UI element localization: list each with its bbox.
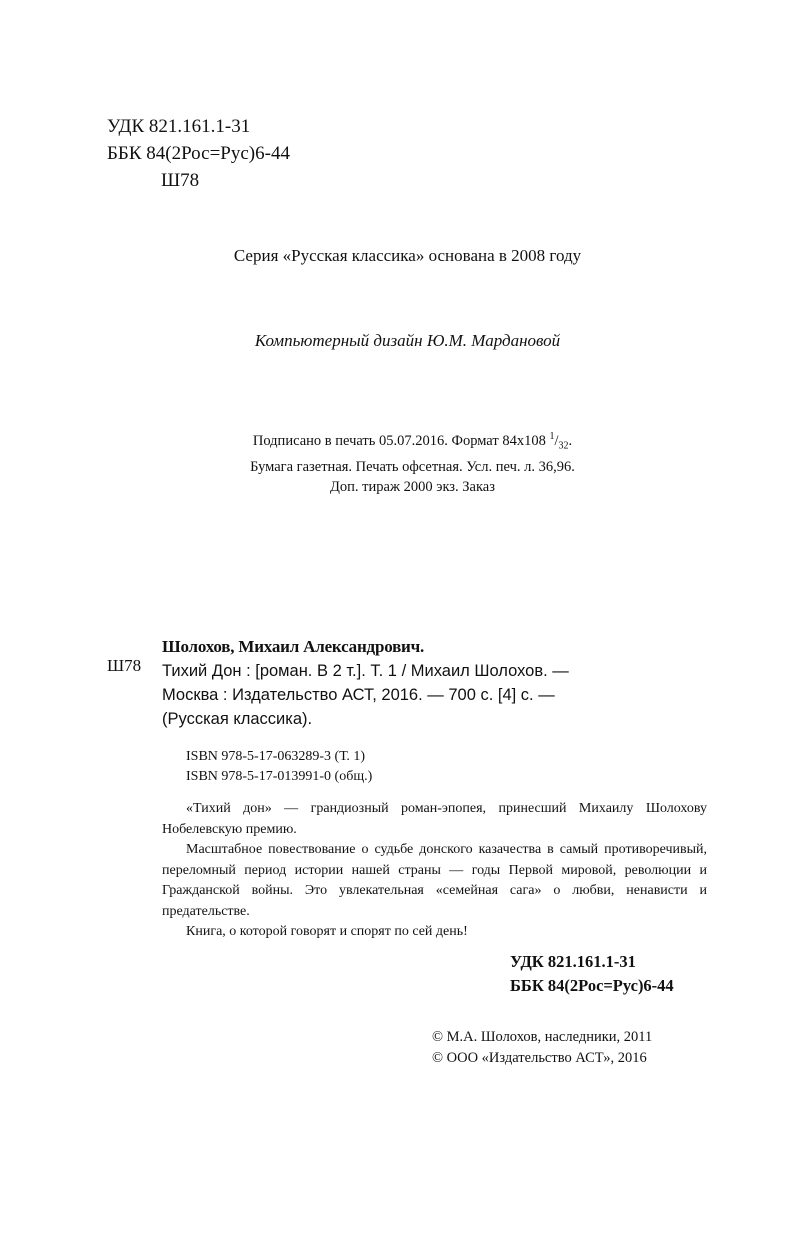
design-credit: Компьютерный дизайн Ю.М. Мардановой — [254, 331, 561, 350]
print-info-line-2: Бумага газетная. Печать офсетная. Усл. печ. л. 36,96. — [250, 458, 575, 475]
print-info-line-1-text: Подписано в печать 05.07.2016. Формат 84x108 — [252, 432, 550, 449]
annotation — [162, 799, 707, 943]
bbk-code: ББК 84(2Рос=Рус)6-44 — [107, 143, 290, 164]
bottom-udk-code: УДК 821.161.1-31 — [510, 952, 636, 971]
copyright-line-1: © М.А. Шолохов, наследники, 2011 — [432, 1029, 653, 1045]
isbn-block — [186, 747, 372, 787]
series-line: Серия «Русская классика» основана в 2008 году — [233, 246, 582, 265]
format-fraction-denominator: 32 — [558, 440, 569, 452]
isbn-line-2: ISBN 978-5-17-013991-0 (общ.) — [186, 769, 373, 784]
isbn-line-1: ISBN 978-5-17-063289-3 (Т. 1) — [186, 749, 366, 764]
copyright-line-2: © ООО «Издательство АСТ», 2016 — [432, 1050, 647, 1066]
annotation-paragraph-2: Масштабное повествование о судьбе донского казачества в самый противоречивый, переломный период истории нашей страны — годы Первой мировой, революции и Гражданской войны. Это увлекательная «семейная сага» о любви, ненависти и предательстве. — [162, 842, 707, 919]
entry-author-mark: Ш78 — [107, 656, 142, 675]
entry-author: Шолохов, Михаил Александрович. — [162, 637, 425, 656]
print-info-line-3: Доп. тираж 2000 экз. Заказ — [330, 478, 495, 495]
annotation-paragraph-3: Книга, о которой говорят и спорят по сей день! — [186, 924, 468, 939]
bibliographic-entry — [162, 635, 707, 731]
format-fraction-numerator: 1 — [549, 431, 555, 442]
author-mark: Ш78 — [161, 170, 200, 191]
print-info-line-1: Подписано в печать 05.07.2016. Формат 84x108 $^1/_{32}$. — [252, 431, 573, 452]
entry-title-line-2: Москва : Издательство АСТ, 2016. — 700 с. [4] с. — — [162, 686, 555, 704]
print-info — [0, 427, 785, 497]
udk-code: УДК 821.161.1-31 — [107, 116, 251, 137]
print-info-line-1-tail: . — [568, 432, 573, 449]
bottom-classification-codes — [510, 950, 674, 998]
entry-title-line-3: (Русская классика). — [162, 710, 313, 728]
top-classification-codes — [107, 113, 290, 194]
copyright-block — [432, 1027, 652, 1069]
bottom-bbk-code: ББК 84(2Рос=Рус)6-44 — [510, 976, 674, 995]
annotation-paragraph-1: «Тихий дон» — грандиозный роман-эпопея, принесший Михаилу Шолохову Нобелевскую премию. — [162, 801, 707, 837]
entry-title-line-1: Тихий Дон : [роман. В 2 т.]. Т. 1 / Михаил Шолохов. — — [162, 662, 569, 680]
